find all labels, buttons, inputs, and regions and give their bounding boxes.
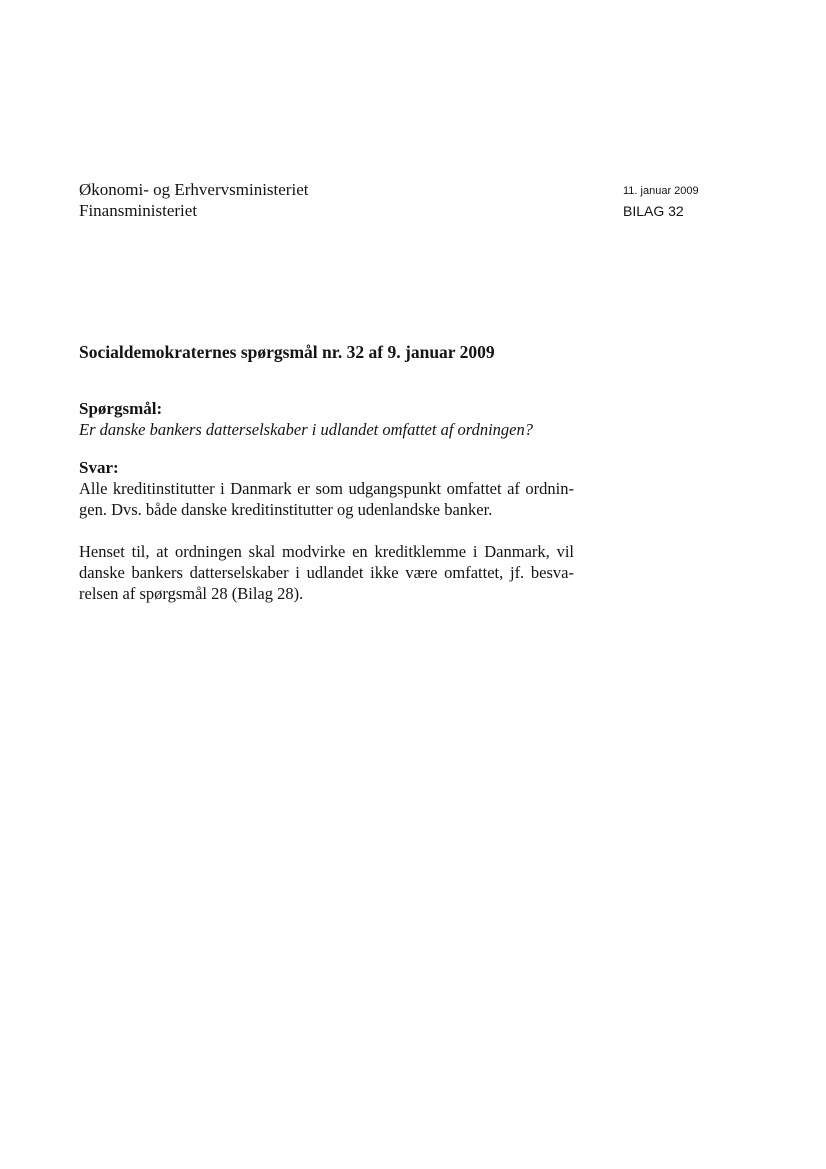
document-meta — [623, 183, 699, 221]
answer-paragraph-1 — [79, 478, 574, 520]
answer-section — [79, 457, 574, 604]
answer-paragraph-2-line-3: relsen af spørgsmål 28 (Bilag 28). — [79, 584, 304, 603]
ministry-name-secondary: Finansministeriet — [79, 201, 198, 220]
ministry-name-primary: Økonomi- og Erhvervsministeriet — [79, 180, 309, 199]
answer-paragraph-2 — [79, 541, 574, 604]
paragraph-spacer — [79, 520, 574, 541]
answer-paragraph-2-line-1: Henset til, at ordningen skal modvirke en kreditklemme i Danmark, vil — [79, 542, 574, 561]
document-date: 11. januar 2009 — [623, 185, 699, 197]
answer-label: Svar: — [79, 458, 119, 477]
ministry-header — [79, 179, 308, 221]
question-label: Spørgsmål: — [79, 399, 163, 418]
answer-paragraph-2-line-2: danske bankers datterselskaber i udlandet ikke være omfattet, jf. besva- — [79, 563, 574, 582]
answer-paragraph-1-line-2: gen. Dvs. både danske kreditinstitutter og udenlandske banker. — [79, 500, 493, 519]
question-section — [79, 398, 574, 440]
answer-paragraph-1-line-1: Alle kreditinstitutter i Danmark er som udgangspunkt omfattet af ordnin- — [79, 479, 574, 498]
question-text: Er danske bankers datterselskaber i udlandet omfattet af ordningen? — [79, 420, 533, 439]
document-title: Socialdemokraternes spørgsmål nr. 32 af 9. januar 2009 — [79, 342, 495, 362]
bilag-number: BILAG 32 — [623, 203, 684, 219]
